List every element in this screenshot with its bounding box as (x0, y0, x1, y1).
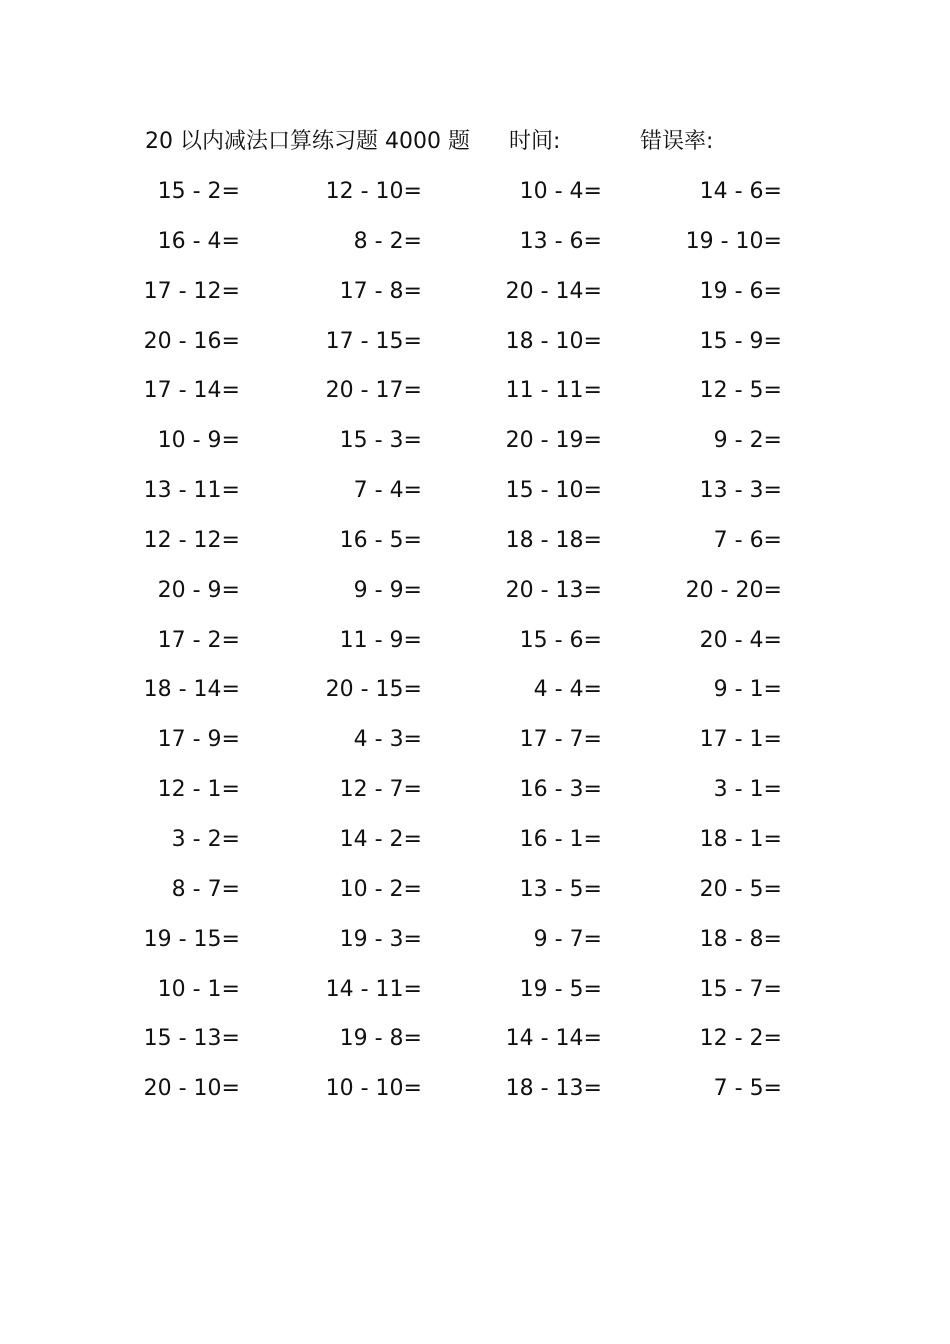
subtraction-problem: 10 - 4= (519, 179, 602, 204)
subtraction-problem: 20 - 17= (325, 378, 422, 404)
subtraction-problem: 17 - 1= (699, 727, 782, 753)
subtraction-problem: 20 - 4= (699, 627, 782, 653)
subtraction-problem: 14 - 14= (505, 1026, 602, 1052)
time-label: 时间: (509, 129, 561, 154)
subtraction-problem: 8 - 7= (171, 876, 240, 902)
subtraction-problem: 7 - 6= (713, 527, 782, 553)
subtraction-problem: 20 - 20= (685, 577, 782, 603)
subtraction-problem: 17 - 2= (157, 627, 240, 653)
subtraction-problem: 14 - 11= (325, 976, 422, 1002)
subtraction-problem: 4 - 4= (533, 677, 602, 703)
subtraction-problem: 17 - 14= (143, 378, 240, 404)
subtraction-problem: 20 - 15= (325, 677, 422, 703)
subtraction-problem: 19 - 6= (699, 278, 782, 304)
subtraction-problem: 17 - 9= (157, 727, 240, 753)
subtraction-problem: 12 - 5= (699, 378, 782, 404)
subtraction-problem: 12 - 1= (157, 777, 240, 803)
worksheet-header (145, 126, 845, 158)
subtraction-problem: 10 - 9= (157, 428, 240, 454)
subtraction-problem: 20 - 10= (143, 1076, 240, 1102)
problem-row (0, 474, 950, 524)
problem-row (0, 723, 950, 773)
subtraction-problem: 20 - 19= (505, 428, 602, 454)
problem-row (0, 624, 950, 674)
subtraction-problem: 12 - 2= (699, 1026, 782, 1052)
subtraction-problem: 15 - 9= (699, 328, 782, 354)
problem-row (0, 175, 950, 225)
problem-row (0, 1022, 950, 1072)
problem-row (0, 773, 950, 823)
subtraction-problem: 20 - 13= (505, 577, 602, 603)
subtraction-problem: 18 - 10= (505, 328, 602, 354)
subtraction-problem: 17 - 12= (143, 278, 240, 304)
problem-row (0, 374, 950, 424)
subtraction-problem: 13 - 3= (699, 478, 782, 504)
problem-row (0, 275, 950, 325)
problem-row (0, 923, 950, 973)
subtraction-problem: 19 - 8= (339, 1026, 422, 1052)
subtraction-problem: 20 - 5= (699, 876, 782, 902)
subtraction-problem: 9 - 9= (353, 577, 422, 603)
subtraction-problem: 16 - 4= (157, 228, 240, 254)
subtraction-problem: 15 - 10= (505, 478, 602, 504)
subtraction-problem: 9 - 2= (713, 428, 782, 454)
subtraction-problem: 12 - 10= (325, 179, 422, 204)
subtraction-problem: 19 - 3= (339, 926, 422, 952)
subtraction-problem: 15 - 6= (519, 627, 602, 653)
subtraction-problem: 10 - 2= (339, 876, 422, 902)
subtraction-problem: 16 - 5= (339, 527, 422, 553)
problem-grid (0, 175, 950, 1122)
subtraction-problem: 7 - 5= (713, 1076, 782, 1102)
subtraction-problem: 18 - 18= (505, 527, 602, 553)
problem-row (0, 823, 950, 873)
subtraction-problem: 15 - 13= (143, 1026, 240, 1052)
problem-row (0, 973, 950, 1023)
subtraction-problem: 9 - 7= (533, 926, 602, 952)
subtraction-problem: 20 - 16= (143, 328, 240, 354)
subtraction-problem: 9 - 1= (713, 677, 782, 703)
problem-row (0, 424, 950, 474)
subtraction-problem: 13 - 5= (519, 876, 602, 902)
subtraction-problem: 16 - 3= (519, 777, 602, 803)
subtraction-problem: 4 - 3= (353, 727, 422, 753)
subtraction-problem: 8 - 2= (353, 228, 422, 254)
subtraction-problem: 10 - 10= (325, 1076, 422, 1102)
subtraction-problem: 18 - 14= (143, 677, 240, 703)
subtraction-problem: 15 - 7= (699, 976, 782, 1002)
subtraction-problem: 12 - 12= (143, 527, 240, 553)
subtraction-problem: 18 - 1= (699, 826, 782, 852)
subtraction-problem: 10 - 1= (157, 976, 240, 1002)
subtraction-problem: 11 - 9= (339, 627, 422, 653)
problem-row (0, 225, 950, 275)
error-rate-label: 错误率: (640, 129, 714, 154)
problem-row (0, 574, 950, 624)
subtraction-problem: 20 - 14= (505, 278, 602, 304)
worksheet-title: 20 以内减法口算练习题 4000 题 (145, 129, 470, 154)
subtraction-problem: 19 - 15= (143, 926, 240, 952)
subtraction-problem: 3 - 2= (171, 826, 240, 852)
subtraction-problem: 19 - 10= (685, 228, 782, 254)
subtraction-problem: 17 - 7= (519, 727, 602, 753)
subtraction-problem: 7 - 4= (353, 478, 422, 504)
subtraction-problem: 11 - 11= (505, 378, 602, 404)
subtraction-problem: 3 - 1= (713, 777, 782, 803)
problem-row (0, 673, 950, 723)
problem-row (0, 873, 950, 923)
subtraction-problem: 13 - 6= (519, 228, 602, 254)
subtraction-problem: 14 - 6= (699, 179, 782, 204)
subtraction-problem: 18 - 13= (505, 1076, 602, 1102)
subtraction-problem: 19 - 5= (519, 976, 602, 1002)
subtraction-problem: 20 - 9= (157, 577, 240, 603)
subtraction-problem: 18 - 8= (699, 926, 782, 952)
subtraction-problem: 14 - 2= (339, 826, 422, 852)
subtraction-problem: 15 - 3= (339, 428, 422, 454)
subtraction-problem: 12 - 7= (339, 777, 422, 803)
problem-row (0, 524, 950, 574)
subtraction-problem: 15 - 2= (157, 179, 240, 204)
subtraction-problem: 17 - 15= (325, 328, 422, 354)
problem-row (0, 1072, 950, 1122)
subtraction-problem: 13 - 11= (143, 478, 240, 504)
subtraction-problem: 17 - 8= (339, 278, 422, 304)
problem-row (0, 325, 950, 375)
subtraction-problem: 16 - 1= (519, 826, 602, 852)
